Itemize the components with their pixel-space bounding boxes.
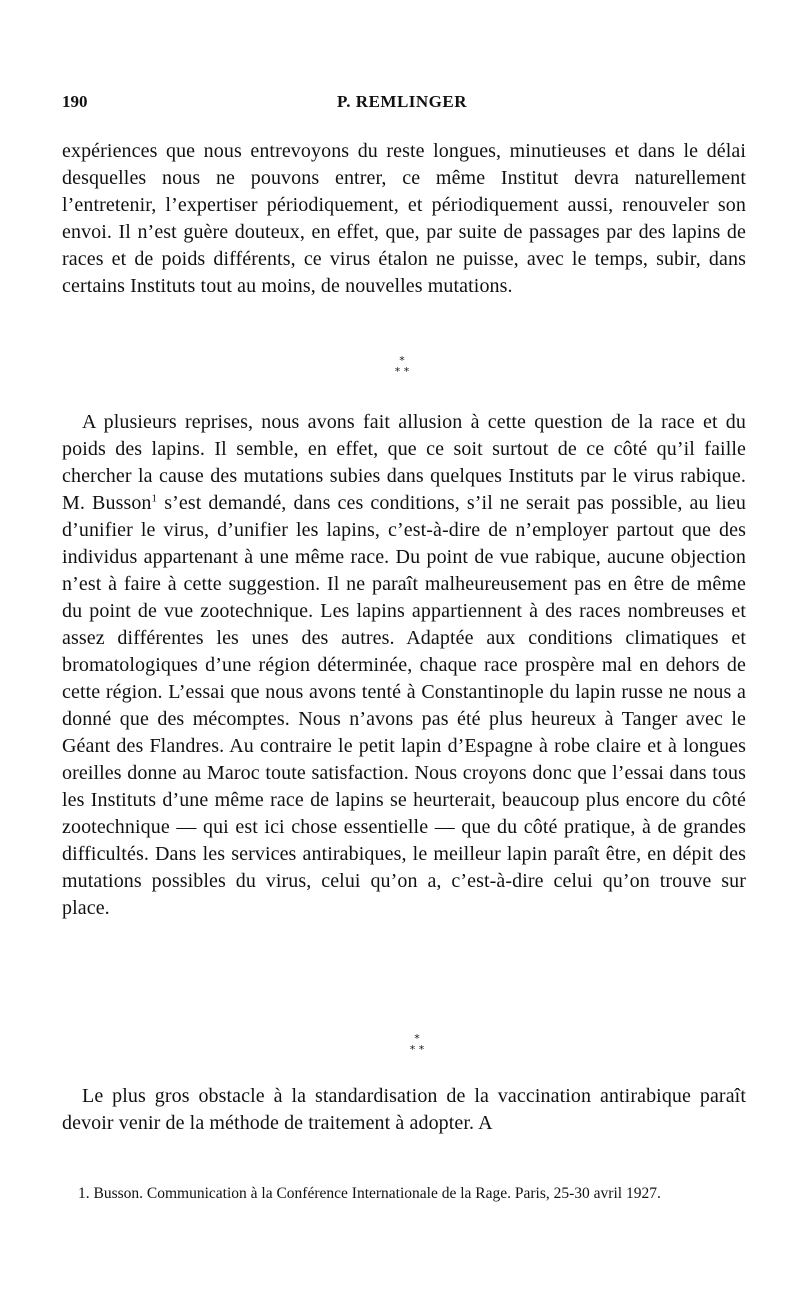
section-separator [382, 355, 422, 385]
page-number: 190 [62, 92, 88, 111]
footnote-reference: 1 [151, 492, 158, 505]
running-head: P. REMLINGER [336, 92, 468, 111]
body-paragraph [62, 409, 746, 922]
separator-top-star: * [414, 1032, 420, 1045]
paragraph-text: s’est demandé, dans ces conditions, s’il ne serait pas possible, au lieu d’unifier le virus, d’unifier les lapins, c’est-à-dire de n’employer partout que des individus appartenant à une même race. Du point de vue rabique, aucune objection n’est à faire à cette suggestion. Il ne paraît malheureusement pas en être de même du point de vue zootechnique. Les lapins appartiennent à des races nombreuses et assez différentes les unes des autres. Adaptée aux conditions climatiques et bromatologiques d’une région déterminée, chaque race prospère mal en dehors de cette région. L’essai que nous avons tenté à Constantinople du lapin russe ne nous a donné que des mécomptes. Nous n’avons pas été plus heureux à Tanger avec le Géant des Flandres. Au contraire le petit lapin d’Espagne à robe claire et à longues oreilles donne au Maroc toute satisfaction. Nous croyons donc que l’essai dans tous les Instituts d’une même race de lapins se heurterait, beaucoup plus encore du côté zootechnique — qui est ici chose essentielle — que du côté pratique, à de grandes difficultés. Dans les services antirabiques, le meilleur lapin paraît être, en dépit des mutations possibles du virus, celui qu’on a, c’est-à-dire celui qu’on trouve sur place. [62, 492, 746, 919]
body-paragraph: Le plus gros obstacle à la standardisation de la vaccination antirabique paraît devoir venir de la méthode de traitement à adopter. A [62, 1085, 746, 1134]
paragraph-text: A plusieurs reprises, nous avons fait allusion à cette question de la race et du poids des lapins. Il semble, en effet, que ce soit surtout de ce côté qu’il faille chercher la cause des mutations subies dans quelques Instituts par le virus rabique. M. Busson [62, 411, 746, 514]
section-separator [397, 1033, 437, 1063]
separator-bottom-stars: * * [394, 365, 410, 378]
separator-top-star: * [399, 354, 405, 367]
page-header [62, 92, 742, 116]
separator-bottom-stars: * * [409, 1043, 425, 1056]
footnote: 1. Busson. Communication à la Conférence Internationale de la Rage. Paris, 25-30 avril 1927. [78, 1185, 661, 1202]
body-paragraph: expériences que nous entrevoyons du reste longues, minutieuses et dans le délai desquelles nous ne pouvons entrer, ce même Institut devra naturellement l’entretenir, l’expertiser périodiquement, et périodiquement aussi, renouveler son envoi. Il n’est guère douteux, en effet, que, par suite de passages par des lapins de races et de poids différents, ce virus étalon ne puisse, avec le temps, subir, dans certains Instituts tout au moins, de nouvelles mutations. [62, 140, 746, 297]
